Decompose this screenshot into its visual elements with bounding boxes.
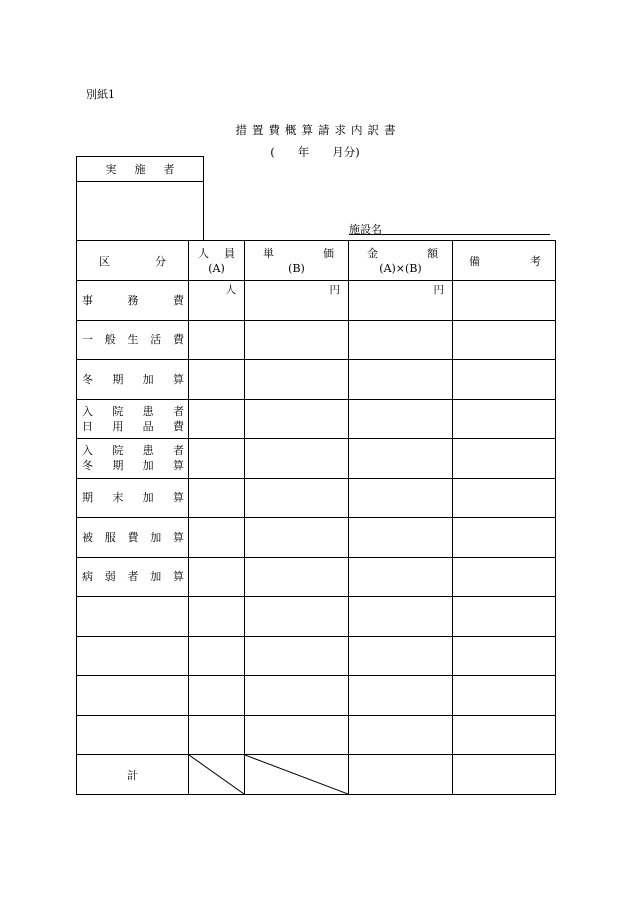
unit-price-cell[interactable] [245,439,349,479]
category-line [82,443,184,458]
category-char: 加 [142,491,154,505]
category-char: 者 [127,570,139,584]
header-persons-char: 人 [198,246,209,260]
category-char: 費 [173,293,184,307]
category-char: 入 [82,404,93,418]
table-row [77,557,556,597]
header-amount-char: 額 [427,246,438,260]
remarks-cell[interactable] [453,636,556,676]
category-char: 患 [142,404,154,418]
category-char: 務 [127,293,139,307]
category-cell [77,676,189,716]
amount-cell[interactable] [349,439,453,479]
amount-total-cell[interactable] [349,755,453,795]
implementer-label: 実施者 [77,157,203,182]
table-row [77,518,556,558]
remarks-cell[interactable] [453,281,556,321]
category-char: 加 [142,372,154,386]
category-char: 加 [150,530,162,544]
persons-cell[interactable] [189,320,245,360]
facility-name-label: 施設名 [349,223,382,236]
unit-price-cell[interactable] [245,478,349,518]
header-amount [349,241,453,281]
category-cell [77,636,189,676]
category-cell [77,557,189,597]
category-char: 期 [112,459,124,473]
unit-price-cell[interactable] [245,557,349,597]
category-char: 算 [172,372,184,386]
header-unit-price-char: 単 [263,246,274,260]
unit-price-cell[interactable] [245,320,349,360]
persons-cell[interactable] [189,518,245,558]
remarks-cell[interactable] [453,518,556,558]
table-row [77,439,556,479]
category-char: 院 [112,404,124,418]
category-char: 末 [112,491,124,505]
category-line [82,404,184,419]
category-label [77,443,188,473]
remarks-total-cell[interactable] [453,755,556,795]
amount-cell[interactable] [349,636,453,676]
table-row [77,320,556,360]
unit-price-total-cell [245,755,349,795]
category-char: 加 [150,570,162,584]
category-cell [77,715,189,755]
diagonal-strike [189,755,244,794]
amount-cell[interactable] [349,597,453,637]
persons-cell[interactable] [189,557,245,597]
total-label-cell [77,755,189,795]
category-char: 活 [150,333,162,347]
persons-cell[interactable] [189,597,245,637]
category-label [77,530,188,545]
amount-cell[interactable] [349,399,453,439]
category-cell [77,478,189,518]
remarks-cell[interactable] [453,676,556,716]
category-char: 患 [142,444,154,458]
header-remarks-char: 備 [469,254,480,268]
table-row [77,399,556,439]
unit-price-cell[interactable] [245,715,349,755]
table-row [77,636,556,676]
persons-cell[interactable] [189,676,245,716]
category-label [77,490,188,505]
diagonal-strike [245,755,348,794]
category-char: 加 [142,459,154,473]
header-amount-char: 金 [367,246,378,260]
amount-cell[interactable] [349,518,453,558]
category-char: 期 [82,491,93,505]
amount-cell[interactable] [349,715,453,755]
header-persons-char: 員 [224,246,235,260]
unit-label: 円 [433,284,444,296]
remarks-cell[interactable] [453,360,556,400]
amount-cell[interactable] [349,676,453,716]
header-category [77,241,189,281]
unit-price-cell[interactable] [245,676,349,716]
category-char: 般 [104,333,116,347]
header-unit-price-char: 価 [323,246,334,260]
category-char: 用 [112,419,124,433]
category-line [82,419,184,434]
persons-cell[interactable] [189,715,245,755]
unit-price-cell[interactable] [245,399,349,439]
category-line [82,372,184,387]
category-char: 入 [82,444,93,458]
remarks-cell[interactable] [453,439,556,479]
amount-cell[interactable] [349,281,453,321]
facility-name-field[interactable] [349,234,550,235]
category-char: 算 [172,459,184,473]
category-label [77,569,188,584]
remarks-cell[interactable] [453,557,556,597]
category-label [77,372,188,387]
category-cell [77,597,189,637]
unit-price-cell[interactable] [245,360,349,400]
category-char: 品 [142,419,154,433]
category-char: 者 [172,444,184,458]
header-remarks [453,241,556,281]
header-unit-price [245,241,349,281]
table-row [77,676,556,716]
header-persons-sub: (A) [208,261,225,275]
category-cell [77,399,189,439]
category-char: 弱 [104,570,116,584]
category-line [82,458,184,473]
table-row [77,715,556,755]
category-char: 冬 [82,459,93,473]
category-label [77,404,188,434]
header-row [77,241,556,281]
unit-label: 円 [329,284,340,296]
header-persons [189,241,245,281]
category-char: 服 [104,530,116,544]
category-line [82,569,184,584]
category-char: 者 [172,404,184,418]
header-category-char: 分 [155,254,166,268]
category-char: 算 [172,491,184,505]
header-unit-price-sub: (B) [288,261,305,275]
total-row [77,755,556,795]
header-category-char: 区 [99,254,110,268]
category-char: 病 [82,570,93,584]
persons-total-cell [189,755,245,795]
persons-cell[interactable] [189,399,245,439]
persons-cell[interactable] [189,636,245,676]
table-row [77,360,556,400]
amount-cell[interactable] [349,360,453,400]
remarks-cell[interactable] [453,597,556,637]
category-char: 算 [173,530,184,544]
remarks-cell[interactable] [453,320,556,360]
category-char: 算 [173,570,184,584]
remarks-cell[interactable] [453,715,556,755]
category-char: 院 [112,444,124,458]
category-char: 期 [112,372,124,386]
remarks-cell[interactable] [453,399,556,439]
category-label [77,293,188,308]
category-cell [77,360,189,400]
period-line: ( 年 月分) [270,145,360,159]
category-char: 事 [82,293,93,307]
category-char: 費 [172,419,184,433]
amount-cell[interactable] [349,320,453,360]
table-row [77,478,556,518]
category-cell [77,281,189,321]
category-line [82,490,184,505]
table-row [77,281,556,321]
remarks-cell[interactable] [453,478,556,518]
header-amount-sub: (A)×(B) [379,261,422,275]
category-char: 費 [173,333,184,347]
category-cell [77,320,189,360]
category-cell [77,518,189,558]
category-char: 生 [127,333,139,347]
unit-label: 人 [225,284,236,296]
category-line [82,293,184,308]
amount-cell[interactable] [349,478,453,518]
attachment-number: 別紙1 [86,88,115,101]
persons-cell[interactable] [189,478,245,518]
unit-price-cell[interactable] [245,281,349,321]
category-line [82,530,184,545]
document-title: 措置費概算請求内訳書 [235,123,401,137]
breakdown-table [76,240,556,795]
category-char: 一 [82,333,93,347]
persons-cell[interactable] [189,439,245,479]
category-char: 被 [82,530,93,544]
unit-price-cell[interactable] [245,597,349,637]
total-label: 計 [127,768,138,782]
table-row [77,597,556,637]
persons-cell[interactable] [189,360,245,400]
category-char: 費 [127,530,139,544]
amount-cell[interactable] [349,557,453,597]
unit-price-cell[interactable] [245,518,349,558]
category-cell [77,439,189,479]
category-label [77,332,188,347]
unit-price-cell[interactable] [245,636,349,676]
category-char: 日 [82,419,93,433]
persons-cell[interactable] [189,281,245,321]
category-line [82,332,184,347]
implementer-box [76,156,204,241]
category-char: 冬 [82,372,93,386]
header-remarks-char: 考 [530,254,541,268]
